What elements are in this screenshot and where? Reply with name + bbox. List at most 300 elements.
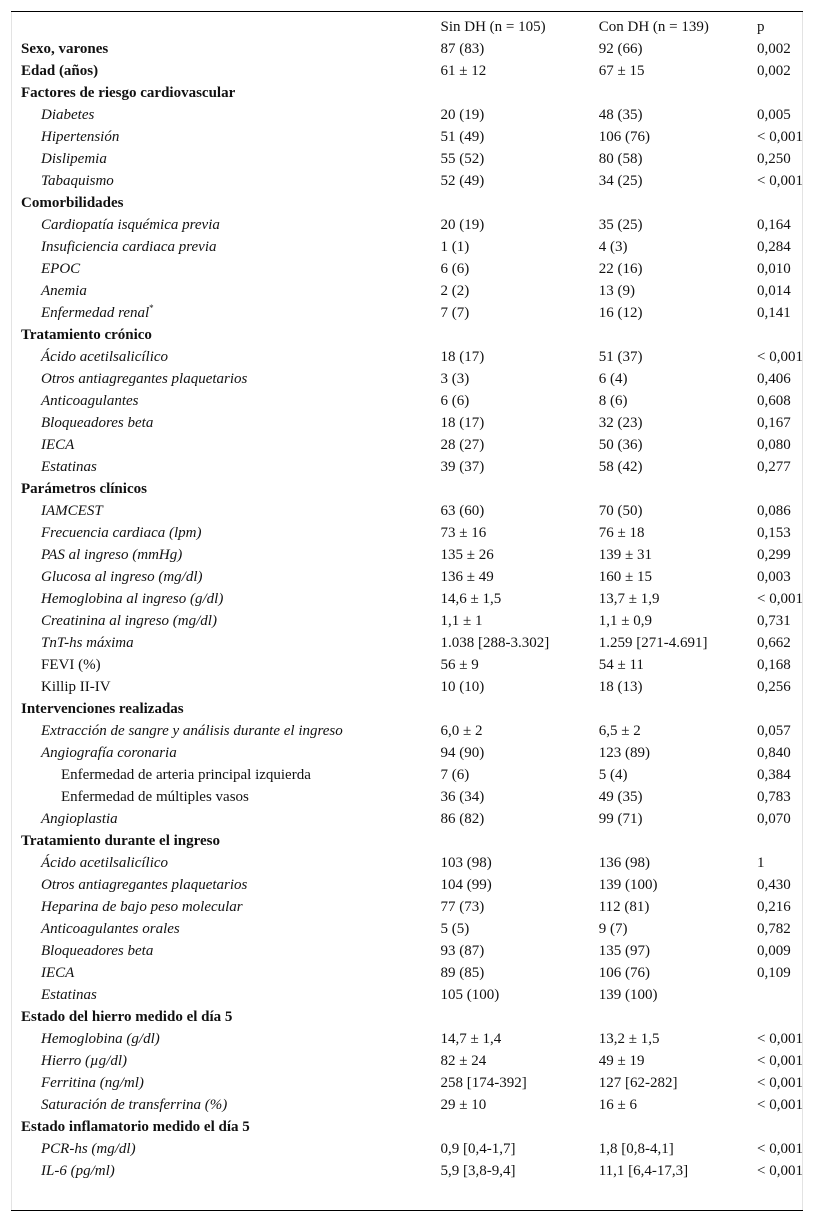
table-row — [11, 104, 803, 126]
p-value: 0,070 — [757, 811, 791, 827]
value-con-dh: 11,1 [6,4-17,3] — [598, 1163, 689, 1179]
value-sin-dh — [441, 324, 599, 346]
variable-label: Angiografía coronaria — [41, 745, 177, 761]
table-row — [11, 1138, 803, 1160]
table-row — [11, 390, 803, 412]
value-con-dh: 123 (89) — [598, 745, 650, 761]
p-value: 0,167 — [757, 415, 791, 431]
variable-label-cell — [11, 214, 441, 236]
table-row — [11, 148, 803, 170]
p-value: < 0,001 — [757, 1097, 803, 1113]
table-row — [11, 676, 803, 698]
p-value: 0,003 — [757, 569, 791, 585]
section-label: Intervenciones realizadas — [21, 701, 184, 717]
section-row — [11, 324, 803, 346]
variable-label-cell — [11, 566, 441, 588]
p-value: 0,010 — [757, 261, 791, 277]
section-label: Parámetros clínicos — [21, 481, 147, 497]
table-row — [11, 214, 803, 236]
value-con-dh: 16 ± 6 — [598, 1097, 637, 1113]
value-sin-dh: 51 (49) — [440, 129, 485, 145]
value-con-dh: 127 [62-282] — [598, 1075, 678, 1091]
value-sin-dh: 1.038 [288-3.302] — [440, 635, 550, 651]
variable-label: Hierro (µg/dl) — [41, 1053, 127, 1069]
variable-label-cell — [11, 940, 441, 962]
section-row — [11, 1116, 803, 1138]
variable-label-cell — [11, 786, 441, 808]
value-sin-dh: 73 ± 16 — [440, 525, 487, 541]
section-row — [11, 82, 803, 104]
section-row — [11, 192, 803, 214]
p-value — [757, 1116, 803, 1138]
value-con-dh: 160 ± 15 — [598, 569, 652, 585]
value-sin-dh — [441, 478, 599, 500]
value-sin-dh — [441, 698, 599, 720]
variable-label: IL-6 (pg/ml) — [41, 1163, 115, 1179]
value-sin-dh: 87 (83) — [440, 41, 485, 57]
value-con-dh: 139 (100) — [598, 987, 658, 1003]
p-value: 0,783 — [757, 789, 791, 805]
variable-label: Estatinas — [41, 987, 97, 1003]
variable-label-cell — [11, 170, 441, 192]
variable-label-cell — [11, 1050, 441, 1072]
p-value: 0,014 — [757, 283, 791, 299]
value-con-dh: 6 (4) — [598, 371, 628, 387]
variable-label: Ferritina (ng/ml) — [41, 1075, 144, 1091]
table-row — [11, 126, 803, 148]
value-con-dh: 135 (97) — [598, 943, 650, 959]
value-sin-dh — [441, 1006, 599, 1028]
value-sin-dh: 89 (85) — [440, 965, 485, 981]
variable-label: Anemia — [41, 283, 87, 299]
value-sin-dh: 3 (3) — [440, 371, 470, 387]
value-sin-dh: 103 (98) — [440, 855, 492, 871]
value-con-dh: 22 (16) — [598, 261, 643, 277]
value-con-dh — [599, 830, 757, 852]
section-label: Estado inflamatorio medido el día 5 — [21, 1119, 250, 1135]
characteristics-table — [11, 16, 803, 1182]
value-sin-dh: 18 (17) — [440, 415, 485, 431]
value-sin-dh: 61 ± 12 — [440, 63, 487, 79]
value-con-dh: 49 (35) — [598, 789, 643, 805]
variable-label-cell — [11, 852, 441, 874]
value-con-dh: 18 (13) — [598, 679, 643, 695]
variable-label: Hemoglobina al ingreso (g/dl) — [41, 591, 224, 607]
p-value: < 0,001 — [757, 129, 803, 145]
variable-label: Angioplastia — [41, 811, 118, 827]
p-value: 0,384 — [757, 767, 791, 783]
value-con-dh — [599, 82, 757, 104]
p-value — [757, 192, 803, 214]
table-row — [11, 896, 803, 918]
table-row — [11, 1028, 803, 1050]
variable-label-cell — [11, 148, 441, 170]
table-row — [11, 1160, 803, 1182]
value-sin-dh: 20 (19) — [440, 107, 485, 123]
table-row — [11, 434, 803, 456]
p-value — [757, 830, 803, 852]
value-con-dh: 76 ± 18 — [598, 525, 645, 541]
variable-label: Creatinina al ingreso (mg/dl) — [41, 613, 217, 629]
value-con-dh: 8 (6) — [598, 393, 628, 409]
variable-label: Insuficiencia cardiaca previa — [41, 239, 217, 255]
value-sin-dh: 104 (99) — [440, 877, 492, 893]
variable-label: Hipertensión — [41, 129, 120, 145]
value-con-dh: 51 (37) — [598, 349, 643, 365]
value-con-dh: 50 (36) — [598, 437, 643, 453]
table-row — [11, 1094, 803, 1116]
p-value: 0,141 — [757, 305, 791, 321]
p-value: 0,086 — [757, 503, 791, 519]
variable-label: Extracción de sangre y análisis durante el ingreso — [41, 723, 343, 739]
value-sin-dh: 2 (2) — [440, 283, 470, 299]
p-value: < 0,001 — [757, 1053, 803, 1069]
value-sin-dh: 55 (52) — [440, 151, 485, 167]
variable-label: IECA — [41, 965, 75, 981]
value-con-dh — [599, 1116, 757, 1138]
variable-label: Frecuencia cardiaca (lpm) — [41, 525, 202, 541]
value-sin-dh: 1,1 ± 1 — [440, 613, 483, 629]
variable-label-cell — [11, 126, 441, 148]
section-label-cell — [11, 60, 441, 82]
p-value: 0,009 — [757, 943, 791, 959]
table-row — [11, 170, 803, 192]
variable-label: Bloqueadores beta — [41, 415, 154, 431]
value-con-dh — [599, 324, 757, 346]
value-sin-dh: 14,7 ± 1,4 — [440, 1031, 502, 1047]
value-sin-dh: 135 ± 26 — [440, 547, 494, 563]
value-con-dh: 1,1 ± 0,9 — [598, 613, 652, 629]
bottom-rule — [11, 1210, 803, 1211]
value-con-dh: 6,5 ± 2 — [598, 723, 641, 739]
value-con-dh — [599, 1006, 757, 1028]
variable-label: Enfermedad renal — [41, 305, 150, 321]
table-row — [11, 522, 803, 544]
p-value: 0,002 — [757, 63, 791, 79]
variable-label-cell — [11, 676, 441, 698]
variable-label-cell — [11, 544, 441, 566]
p-value: 0,002 — [757, 41, 791, 57]
value-sin-dh: 36 (34) — [440, 789, 485, 805]
variable-label-cell — [11, 1028, 441, 1050]
variable-label-cell — [11, 808, 441, 830]
section-row — [11, 1006, 803, 1028]
value-sin-dh — [441, 192, 599, 214]
p-value: < 0,001 — [757, 1163, 803, 1179]
section-label: Tratamiento durante el ingreso — [21, 833, 221, 849]
value-con-dh: 32 (23) — [598, 415, 643, 431]
section-label-cell — [11, 1116, 441, 1138]
value-sin-dh: 82 ± 24 — [440, 1053, 487, 1069]
variable-label-cell — [11, 500, 441, 522]
value-sin-dh: 6 (6) — [440, 393, 470, 409]
value-con-dh: 106 (76) — [598, 965, 650, 981]
table-row — [11, 566, 803, 588]
value-sin-dh: 5 (5) — [440, 921, 470, 937]
value-con-dh: 139 ± 31 — [598, 547, 652, 563]
value-sin-dh: 52 (49) — [440, 173, 485, 189]
table-row — [11, 588, 803, 610]
table-row — [11, 544, 803, 566]
variable-label-cell — [11, 236, 441, 258]
variable-label: Ácido acetilsalicílico — [41, 855, 169, 871]
section-label: Tratamiento crónico — [21, 327, 152, 343]
variable-label-cell — [11, 654, 441, 676]
p-value: 0,284 — [757, 239, 791, 255]
value-sin-dh: 93 (87) — [440, 943, 485, 959]
variable-label: Dislipemia — [41, 151, 107, 167]
value-sin-dh: 14,6 ± 1,5 — [440, 591, 502, 607]
value-con-dh: 1.259 [271-4.691] — [598, 635, 708, 651]
value-con-dh — [599, 192, 757, 214]
variable-label: Heparina de bajo peso molecular — [41, 899, 243, 915]
variable-label: PCR-hs (mg/dl) — [41, 1141, 136, 1157]
table-row — [11, 258, 803, 280]
variable-label: Enfermedad de múltiples vasos — [61, 789, 249, 805]
value-sin-dh: 0,9 [0,4-1,7] — [440, 1141, 516, 1157]
p-value: 0,430 — [757, 877, 791, 893]
value-con-dh: 99 (71) — [598, 811, 643, 827]
variable-label: Otros antiagregantes plaquetarios — [41, 371, 248, 387]
section-row — [11, 60, 803, 82]
variable-label: IECA — [41, 437, 75, 453]
table-row — [11, 610, 803, 632]
table-row — [11, 632, 803, 654]
p-value: < 0,001 — [757, 1031, 803, 1047]
value-sin-dh: 77 (73) — [440, 899, 485, 915]
p-value: 0,057 — [757, 723, 791, 739]
section-row — [11, 38, 803, 60]
variable-label: Glucosa al ingreso (mg/dl) — [41, 569, 203, 585]
variable-label: Estatinas — [41, 459, 97, 475]
variable-label-cell — [11, 258, 441, 280]
table-row — [11, 764, 803, 786]
variable-label: Bloqueadores beta — [41, 943, 154, 959]
value-sin-dh: 20 (19) — [440, 217, 485, 233]
value-con-dh: 92 (66) — [598, 41, 643, 57]
p-value — [757, 984, 803, 1006]
value-sin-dh: 6 (6) — [440, 261, 470, 277]
variable-label: Enfermedad de arteria principal izquierda — [61, 767, 311, 783]
table-row — [11, 940, 803, 962]
variable-label: Killip II-IV — [41, 679, 111, 695]
variable-label: Anticoagulantes orales — [41, 921, 180, 937]
table-row — [11, 786, 803, 808]
top-rule — [11, 11, 803, 12]
variable-label-cell — [11, 346, 441, 368]
value-con-dh: 34 (25) — [598, 173, 643, 189]
value-sin-dh: 39 (37) — [440, 459, 485, 475]
value-sin-dh: 29 ± 10 — [440, 1097, 487, 1113]
value-con-dh: 1,8 [0,8-4,1] — [598, 1141, 674, 1157]
value-sin-dh: 6,0 ± 2 — [440, 723, 483, 739]
value-sin-dh: 105 (100) — [440, 987, 500, 1003]
variable-label-cell — [11, 588, 441, 610]
table-row — [11, 852, 803, 874]
value-sin-dh — [441, 830, 599, 852]
section-label: Comorbilidades — [21, 195, 124, 211]
value-sin-dh: 18 (17) — [440, 349, 485, 365]
p-value: 1 — [757, 855, 765, 871]
table-body — [11, 38, 803, 1182]
p-value: < 0,001 — [757, 349, 803, 365]
variable-label-cell — [11, 1094, 441, 1116]
p-value — [757, 324, 803, 346]
p-value: 0,406 — [757, 371, 791, 387]
value-con-dh: 13,7 ± 1,9 — [598, 591, 660, 607]
variable-label: PAS al ingreso (mmHg) — [41, 547, 183, 563]
section-label-cell — [11, 698, 441, 720]
value-con-dh: 80 (58) — [598, 151, 643, 167]
section-row — [11, 478, 803, 500]
section-label-cell — [11, 324, 441, 346]
p-value: 0,005 — [757, 107, 791, 123]
p-value: 0,277 — [757, 459, 791, 475]
value-sin-dh: 94 (90) — [440, 745, 485, 761]
value-con-dh: 35 (25) — [598, 217, 643, 233]
value-con-dh — [599, 478, 757, 500]
table-row — [11, 302, 803, 324]
variable-label: Hemoglobina (g/dl) — [41, 1031, 160, 1047]
value-con-dh: 139 (100) — [598, 877, 658, 893]
section-row — [11, 698, 803, 720]
section-label: Edad (años) — [21, 63, 99, 79]
p-value — [757, 82, 803, 104]
value-con-dh: 4 (3) — [598, 239, 628, 255]
table-row — [11, 808, 803, 830]
variable-label-cell — [11, 874, 441, 896]
variable-label-cell — [11, 368, 441, 390]
section-label: Factores de riesgo cardiovascular — [21, 85, 236, 101]
value-sin-dh — [441, 82, 599, 104]
variable-label: TnT-hs máxima — [41, 635, 134, 651]
variable-label: FEVI (%) — [41, 657, 101, 673]
variable-label-cell — [11, 962, 441, 984]
p-value: 0,256 — [757, 679, 791, 695]
variable-label-cell — [11, 434, 441, 456]
value-sin-dh: 1 (1) — [440, 239, 470, 255]
table-row — [11, 720, 803, 742]
table-row — [11, 500, 803, 522]
p-value: < 0,001 — [757, 1141, 803, 1157]
variable-label-cell — [11, 302, 441, 324]
header-sin-dh: Sin DH (n = 105) — [440, 19, 546, 35]
value-sin-dh: 10 (10) — [440, 679, 485, 695]
variable-label: Otros antiagregantes plaquetarios — [41, 877, 248, 893]
variable-label-cell — [11, 764, 441, 786]
p-value: 0,608 — [757, 393, 791, 409]
header-p: p — [757, 19, 765, 35]
p-value: 0,153 — [757, 525, 791, 541]
variable-label-cell — [11, 742, 441, 764]
table-row — [11, 368, 803, 390]
variable-label-cell — [11, 896, 441, 918]
variable-label: Ácido acetilsalicílico — [41, 349, 169, 365]
value-sin-dh: 7 (6) — [440, 767, 470, 783]
p-value — [757, 478, 803, 500]
value-sin-dh — [441, 1116, 599, 1138]
table-row — [11, 874, 803, 896]
variable-label-cell — [11, 412, 441, 434]
p-value: < 0,001 — [757, 173, 803, 189]
value-sin-dh: 136 ± 49 — [440, 569, 494, 585]
value-con-dh: 54 ± 11 — [598, 657, 644, 673]
table-row — [11, 412, 803, 434]
section-label-cell — [11, 478, 441, 500]
variable-label-cell — [11, 522, 441, 544]
variable-label: Cardiopatía isquémica previa — [41, 217, 220, 233]
variable-label-cell — [11, 456, 441, 478]
header-con-dh: Con DH (n = 139) — [598, 19, 709, 35]
section-label: Estado del hierro medido el día 5 — [21, 1009, 233, 1025]
variable-label-cell — [11, 104, 441, 126]
table-row — [11, 1072, 803, 1094]
value-con-dh: 16 (12) — [598, 305, 643, 321]
section-label-cell — [11, 192, 441, 214]
section-label: Sexo, varones — [21, 41, 109, 57]
variable-label-cell — [11, 390, 441, 412]
p-value — [757, 1006, 803, 1028]
table-row — [11, 280, 803, 302]
variable-label: Tabaquismo — [41, 173, 114, 189]
p-value: < 0,001 — [757, 591, 803, 607]
variable-label-cell — [11, 280, 441, 302]
value-con-dh: 5 (4) — [598, 767, 628, 783]
p-value: 0,840 — [757, 745, 791, 761]
value-sin-dh: 56 ± 9 — [440, 657, 479, 673]
value-con-dh — [599, 698, 757, 720]
value-sin-dh: 86 (82) — [440, 811, 485, 827]
variable-label: Saturación de transferrina (%) — [41, 1097, 228, 1113]
value-con-dh: 70 (50) — [598, 503, 643, 519]
variable-label: EPOC — [41, 261, 81, 277]
p-value: < 0,001 — [757, 1075, 803, 1091]
value-sin-dh: 258 [174-392] — [440, 1075, 527, 1091]
variable-label-cell — [11, 918, 441, 940]
variable-label: IAMCEST — [41, 503, 103, 519]
footnote-marker: * — [149, 303, 154, 313]
value-con-dh: 106 (76) — [598, 129, 650, 145]
p-value: 0,662 — [757, 635, 791, 651]
value-con-dh: 58 (42) — [598, 459, 643, 475]
value-sin-dh: 28 (27) — [440, 437, 485, 453]
variable-label-cell — [11, 1072, 441, 1094]
header-label — [11, 16, 441, 38]
p-value: 0,731 — [757, 613, 791, 629]
p-value: 0,109 — [757, 965, 791, 981]
table-row — [11, 346, 803, 368]
value-con-dh: 136 (98) — [598, 855, 650, 871]
variable-label-cell — [11, 632, 441, 654]
value-sin-dh: 63 (60) — [440, 503, 485, 519]
table-row — [11, 962, 803, 984]
section-label-cell — [11, 830, 441, 852]
p-value — [757, 698, 803, 720]
section-label-cell — [11, 38, 441, 60]
variable-label-cell — [11, 1138, 441, 1160]
table-row — [11, 984, 803, 1006]
value-sin-dh: 7 (7) — [440, 305, 470, 321]
p-value: 0,250 — [757, 151, 791, 167]
table-row — [11, 456, 803, 478]
value-con-dh: 49 ± 19 — [598, 1053, 645, 1069]
p-value: 0,216 — [757, 899, 791, 915]
variable-label: Anticoagulantes — [41, 393, 139, 409]
variable-label-cell — [11, 984, 441, 1006]
variable-label-cell — [11, 610, 441, 632]
table-row — [11, 1050, 803, 1072]
section-label-cell — [11, 82, 441, 104]
